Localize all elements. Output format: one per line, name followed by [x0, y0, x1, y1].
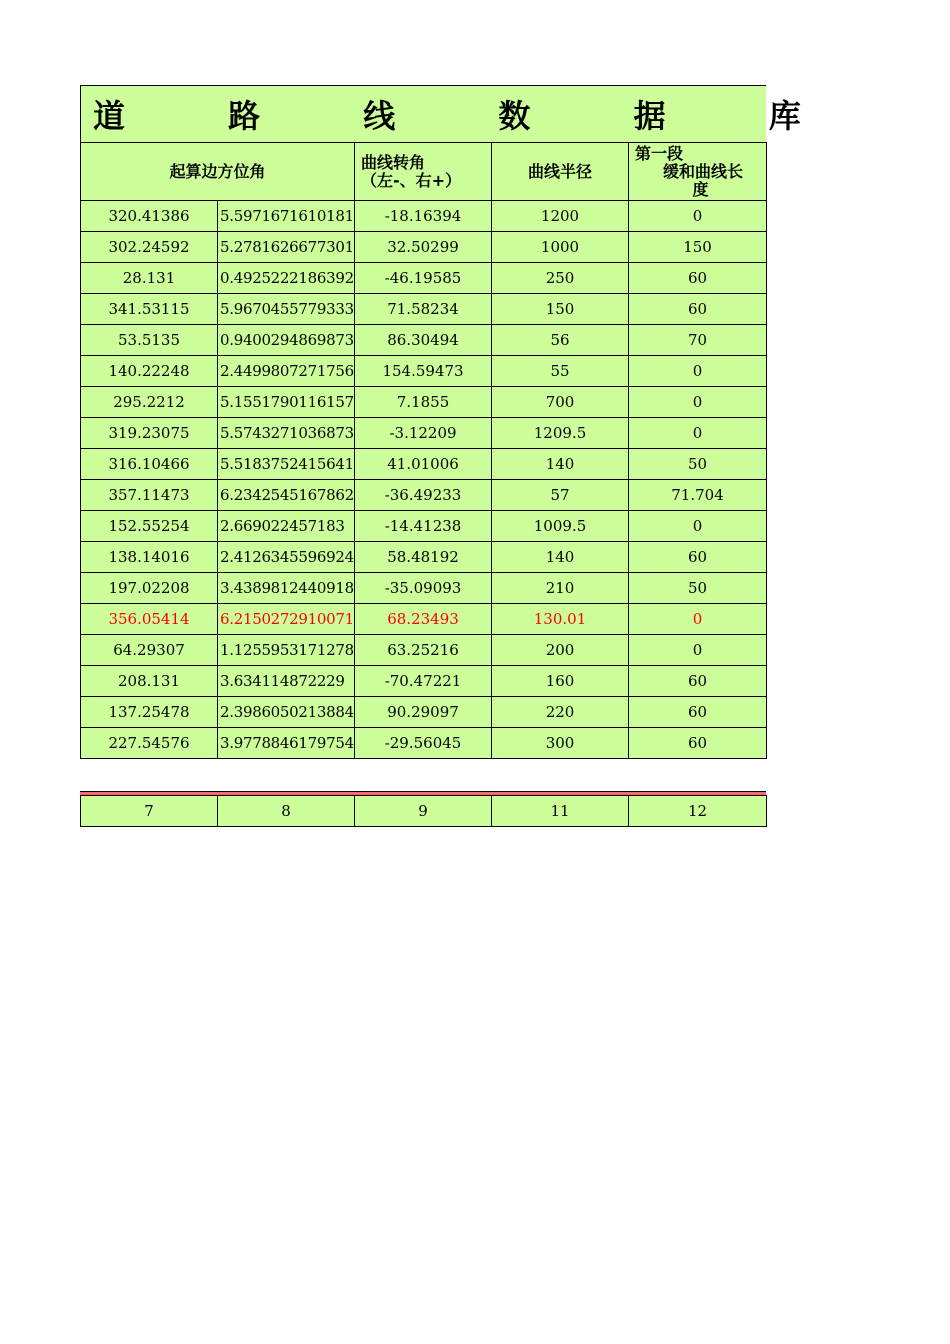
header-turn-angle-line2: （左-、右+）	[361, 170, 462, 190]
cell-radius[interactable]: 1000	[492, 232, 629, 263]
cell-turn-angle[interactable]: -29.56045	[355, 728, 492, 759]
cell-azimuth-deg[interactable]: 53.5135	[81, 325, 218, 356]
page-title: 道 路 线 数 据 库	[93, 97, 847, 135]
table-row	[81, 573, 767, 604]
spreadsheet	[80, 85, 847, 759]
header-azimuth[interactable]	[81, 143, 355, 201]
cell-turn-angle[interactable]: -3.12209	[355, 418, 492, 449]
cell-radius[interactable]: 220	[492, 697, 629, 728]
header-turn-angle-line1: 曲线转角	[361, 152, 426, 172]
cell-radius[interactable]: 700	[492, 387, 629, 418]
cell-azimuth-deg[interactable]: 356.05414	[81, 604, 218, 635]
index-cell[interactable]: 9	[355, 796, 492, 827]
cell-radius[interactable]: 250	[492, 263, 629, 294]
cell-azimuth-deg[interactable]: 137.25478	[81, 697, 218, 728]
table-row	[81, 666, 767, 697]
table-row	[81, 604, 767, 635]
cell-spiral-length[interactable]: 60	[629, 666, 767, 697]
cell-spiral-length[interactable]: 60	[629, 294, 767, 325]
header-turn-angle[interactable]	[355, 143, 492, 201]
index-cell[interactable]: 7	[81, 796, 218, 827]
cell-spiral-length[interactable]: 0	[629, 604, 767, 635]
index-cell[interactable]: 11	[492, 796, 629, 827]
cell-turn-angle[interactable]: 7.1855	[355, 387, 492, 418]
cell-azimuth-rad[interactable]: 5.5183752415641	[218, 449, 355, 480]
index-cell[interactable]: 12	[629, 796, 767, 827]
cell-azimuth-rad[interactable]: 3.4389812440918	[218, 573, 355, 604]
table-row	[81, 263, 767, 294]
cell-spiral-length[interactable]: 60	[629, 542, 767, 573]
cell-azimuth-deg[interactable]: 341.53115	[81, 294, 218, 325]
cell-radius[interactable]: 300	[492, 728, 629, 759]
cell-azimuth-rad[interactable]: 2.4499807271756	[218, 356, 355, 387]
cell-spiral-length[interactable]: 60	[629, 728, 767, 759]
cell-radius[interactable]: 140	[492, 542, 629, 573]
table-row	[81, 697, 767, 728]
table-row	[81, 511, 767, 542]
cell-turn-angle[interactable]: -36.49233	[355, 480, 492, 511]
cell-azimuth-deg[interactable]: 138.14016	[81, 542, 218, 573]
cell-radius[interactable]: 130.01	[492, 604, 629, 635]
cell-azimuth-deg[interactable]: 152.55254	[81, 511, 218, 542]
cell-azimuth-deg[interactable]: 295.2212	[81, 387, 218, 418]
index-cell[interactable]: 8	[218, 796, 355, 827]
cell-turn-angle[interactable]: -18.16394	[355, 201, 492, 232]
cell-azimuth-deg[interactable]: 227.54576	[81, 728, 218, 759]
cell-azimuth-rad[interactable]: 6.2342545167862	[218, 480, 355, 511]
cell-turn-angle[interactable]: 58.48192	[355, 542, 492, 573]
cell-radius[interactable]: 55	[492, 356, 629, 387]
table-row	[81, 635, 767, 666]
cell-turn-angle[interactable]: -70.47221	[355, 666, 492, 697]
cell-spiral-length[interactable]: 0	[629, 418, 767, 449]
cell-turn-angle[interactable]: 63.25216	[355, 635, 492, 666]
cell-turn-angle[interactable]: 32.50299	[355, 232, 492, 263]
header-radius-label: 曲线半径	[528, 161, 593, 181]
cell-spiral-length[interactable]: 0	[629, 201, 767, 232]
cell-radius[interactable]: 57	[492, 480, 629, 511]
header-spiral-line1: 第一段	[635, 143, 684, 163]
cell-azimuth-rad[interactable]: 0.9400294869873	[218, 325, 355, 356]
cell-radius[interactable]: 56	[492, 325, 629, 356]
cell-azimuth-deg[interactable]: 320.41386	[81, 201, 218, 232]
cell-spiral-length[interactable]: 70	[629, 325, 767, 356]
cell-radius[interactable]: 1009.5	[492, 511, 629, 542]
cell-spiral-length[interactable]: 0	[629, 387, 767, 418]
cell-spiral-length[interactable]: 150	[629, 232, 767, 263]
cell-azimuth-deg[interactable]: 28.131	[81, 263, 218, 294]
cell-radius[interactable]: 140	[492, 449, 629, 480]
cell-turn-angle[interactable]: 41.01006	[355, 449, 492, 480]
cell-spiral-length[interactable]: 0	[629, 511, 767, 542]
table-row	[81, 325, 767, 356]
cell-azimuth-deg[interactable]: 64.29307	[81, 635, 218, 666]
cell-turn-angle[interactable]: -14.41238	[355, 511, 492, 542]
cell-spiral-length[interactable]: 50	[629, 449, 767, 480]
cell-radius[interactable]: 200	[492, 635, 629, 666]
header-spiral-length[interactable]	[629, 143, 767, 201]
cell-azimuth-deg[interactable]: 319.23075	[81, 418, 218, 449]
cell-azimuth-rad[interactable]: 5.2781626677301	[218, 232, 355, 263]
cell-spiral-length[interactable]: 50	[629, 573, 767, 604]
cell-azimuth-rad[interactable]: 5.9670455779333	[218, 294, 355, 325]
cell-turn-angle[interactable]: 90.29097	[355, 697, 492, 728]
cell-turn-angle[interactable]: 71.58234	[355, 294, 492, 325]
cell-azimuth-rad[interactable]: 2.3986050213884	[218, 697, 355, 728]
index-block	[80, 791, 766, 827]
header-azimuth-label: 起算边方位角	[169, 161, 266, 181]
table-row	[81, 294, 767, 325]
cell-azimuth-rad[interactable]: 6.2150272910071	[218, 604, 355, 635]
cell-azimuth-rad[interactable]: 1.1255953171278	[218, 635, 355, 666]
cell-turn-angle[interactable]: -46.19585	[355, 263, 492, 294]
table-row	[81, 728, 767, 759]
cell-azimuth-rad[interactable]: 5.5971671610181	[218, 201, 355, 232]
cell-turn-angle[interactable]: 154.59473	[355, 356, 492, 387]
table-row	[81, 232, 767, 263]
cell-azimuth-deg[interactable]: 197.02208	[81, 573, 218, 604]
header-radius[interactable]	[492, 143, 629, 201]
cell-azimuth-deg[interactable]: 302.24592	[81, 232, 218, 263]
cell-azimuth-deg[interactable]: 140.22248	[81, 356, 218, 387]
cell-spiral-length[interactable]: 0	[629, 356, 767, 387]
table-row	[81, 201, 767, 232]
cell-radius[interactable]: 1209.5	[492, 418, 629, 449]
cell-spiral-length[interactable]: 60	[629, 697, 767, 728]
index-row	[81, 796, 767, 827]
cell-azimuth-rad[interactable]: 5.1551790116157	[218, 387, 355, 418]
cell-azimuth-rad[interactable]: 0.4925222186392	[218, 263, 355, 294]
cell-azimuth-rad[interactable]: 3.634114872229	[218, 666, 355, 697]
cell-spiral-length[interactable]: 60	[629, 263, 767, 294]
cell-turn-angle[interactable]: 68.23493	[355, 604, 492, 635]
cell-spiral-length[interactable]: 71.704	[629, 480, 767, 511]
table-row	[81, 449, 767, 480]
cell-azimuth-deg[interactable]: 316.10466	[81, 449, 218, 480]
cell-radius[interactable]: 210	[492, 573, 629, 604]
cell-azimuth-deg[interactable]: 357.11473	[81, 480, 218, 511]
cell-radius[interactable]: 1200	[492, 201, 629, 232]
cell-radius[interactable]: 160	[492, 666, 629, 697]
header-row	[81, 143, 767, 201]
cell-azimuth-rad[interactable]: 2.669022457183	[218, 511, 355, 542]
table-row	[81, 542, 767, 573]
cell-azimuth-rad[interactable]: 5.5743271036873	[218, 418, 355, 449]
table-row	[81, 418, 767, 449]
header-spiral-line3: 度	[692, 179, 709, 199]
cell-azimuth-rad[interactable]: 3.9778846179754	[218, 728, 355, 759]
title-bar	[80, 85, 847, 142]
cell-turn-angle[interactable]: -35.09093	[355, 573, 492, 604]
column-index-table	[80, 795, 767, 827]
table-row	[81, 387, 767, 418]
road-data-table	[80, 142, 767, 759]
cell-azimuth-deg[interactable]: 208.131	[81, 666, 218, 697]
cell-azimuth-rad[interactable]: 2.4126345596924	[218, 542, 355, 573]
table-row	[81, 480, 767, 511]
table-row	[81, 356, 767, 387]
cell-turn-angle[interactable]: 86.30494	[355, 325, 492, 356]
cell-radius[interactable]: 150	[492, 294, 629, 325]
header-spiral-line2: 缓和曲线长	[663, 161, 744, 181]
cell-spiral-length[interactable]: 0	[629, 635, 767, 666]
